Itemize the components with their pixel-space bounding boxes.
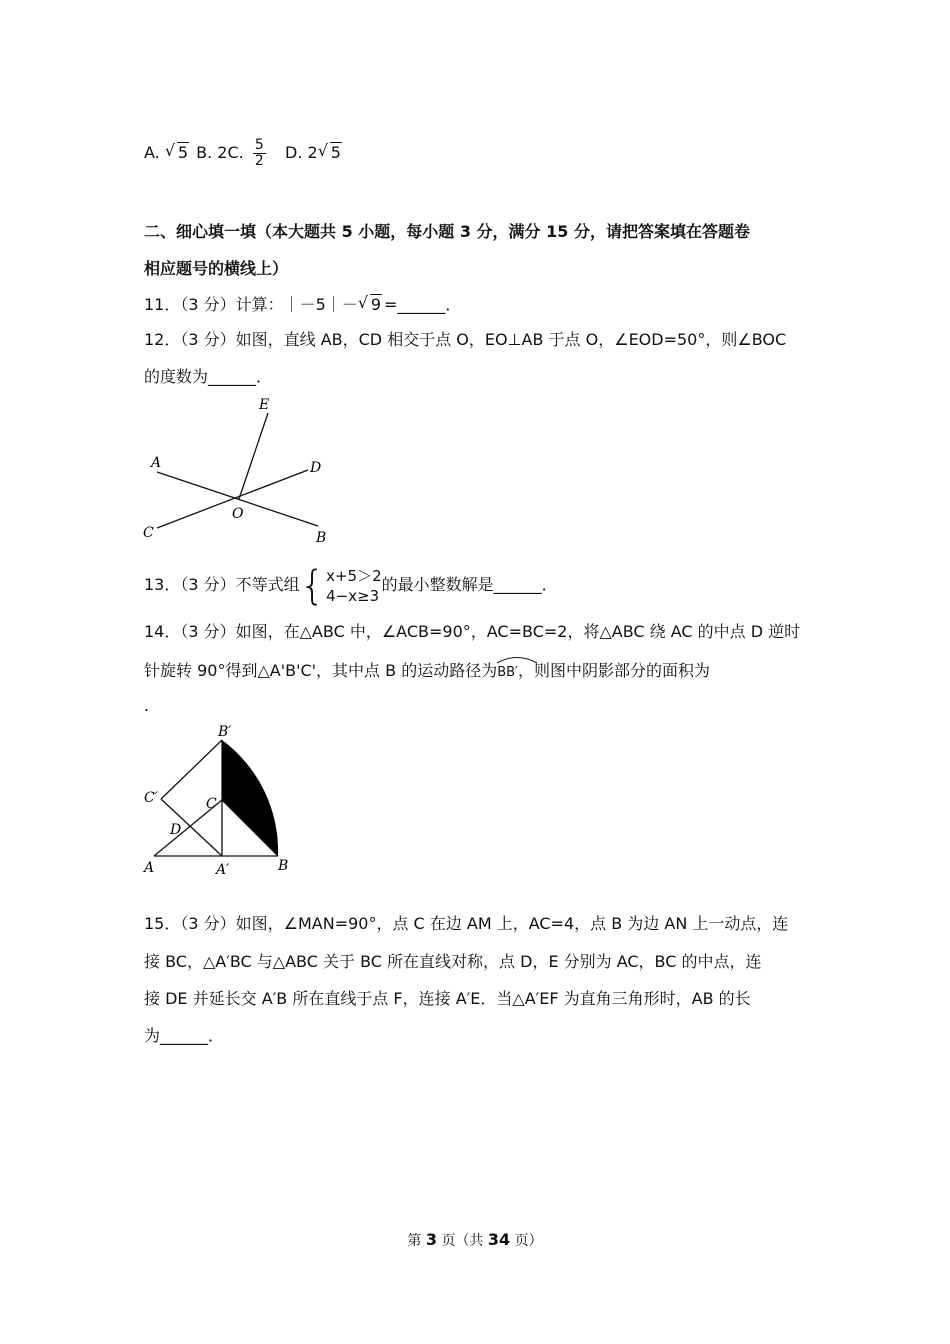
question-12-line2: 的度数为______． (144, 367, 273, 386)
q11-prefix: 11．（3 分）计算：｜－5｜－ (144, 295, 358, 314)
option-c-fraction: $\frac{5}{2}$ (254, 137, 264, 169)
option-d-label: D. (285, 143, 303, 162)
answer-options (144, 138, 344, 169)
q13-suffix: 的最小整数解是______． (381, 575, 558, 594)
label-c: C (143, 525, 154, 541)
arc-bb-prime: BB′ (497, 658, 518, 684)
page-number: 3 (425, 1230, 437, 1249)
question-15-line2: 接 BC，△A′BC 与△ABC 关于 BC 所在直线对称，点 D，E 分别为 AC，BC 的中点，连 (144, 952, 762, 971)
section-title-line1: 二、细心填一填（本大题共 5 小题，每小题 3 分，满分 15 分，请把答案填在答题卷 (144, 222, 750, 241)
q13-ineq2: 4−x≥3 (326, 586, 380, 605)
total-pages: 34 (487, 1230, 511, 1249)
question-15-line3: 接 DE 并延长交 A′B 所在直线于点 F，连接 A′E．当△A′EF 为直角三角形时，AB 的长 (144, 989, 751, 1008)
q14-line2-prefix: 针旋转 90°得到△A'B'C'，其中点 B 的运动路径为 (144, 661, 498, 680)
q13-ineq1: x+5＞2 (326, 566, 382, 585)
page-footer: 第 3 页（共 34 页） (407, 1230, 543, 1249)
q13-inequality-system: { x+5＞2 4−x≥3 (299, 562, 382, 609)
label-d: D (310, 460, 322, 476)
label-a: A (151, 455, 162, 471)
question-15-line4: 为______． (144, 1026, 225, 1045)
question-12-line1: 12．（3 分）如图，直线 AB，CD 相交于点 O，EO⊥AB 于点 O，∠EOD=50°，则∠BOC (144, 330, 787, 349)
label-a: A (144, 860, 155, 876)
label-b: B (316, 530, 327, 545)
q14-figure (140, 722, 310, 882)
label-o: O (232, 506, 244, 522)
q11-suffix: =______． (384, 295, 462, 314)
label-d: D (170, 822, 182, 838)
option-a-sqrt: √ 5 (164, 141, 189, 162)
option-b-label: B. 2C. (196, 143, 244, 162)
label-b-prime: B′ (218, 724, 232, 740)
label-e: E (259, 397, 270, 413)
label-c: C (206, 796, 217, 812)
question-15-line1: 15．（3 分）如图，∠MAN=90°，点 C 在边 AM 上，AC=4，点 B 为边 AN 上一动点，连 (144, 914, 789, 933)
label-c-prime: C′ (144, 790, 158, 806)
q12-figure (135, 395, 355, 545)
question-14-line1: 14．（3 分）如图，在△ABC 中，∠ACB=90°，AC=BC=2，将△ABC 绕 AC 的中点 D 逆时 (144, 622, 801, 641)
q11-sqrt: √ 9 (357, 293, 381, 314)
question-14-line2 (144, 658, 710, 684)
q14-line2-suffix: ，则图中阴影部分的面积为 (518, 661, 711, 680)
label-b: B (278, 858, 289, 874)
label-a-prime: A′ (216, 862, 230, 878)
section-title-line2: 相应题号的横线上） (144, 259, 289, 278)
option-d-sqrt: √ 5 (317, 141, 341, 162)
question-13 (144, 562, 558, 609)
question-14-line3: . (144, 696, 150, 715)
q13-prefix: 13．（3 分）不等式组 (144, 575, 300, 594)
shaded-region (222, 740, 278, 856)
option-d-coef: 2 (307, 143, 318, 162)
ray-oe (239, 413, 268, 499)
option-a-label: A. (144, 143, 160, 162)
question-11 (144, 294, 461, 316)
